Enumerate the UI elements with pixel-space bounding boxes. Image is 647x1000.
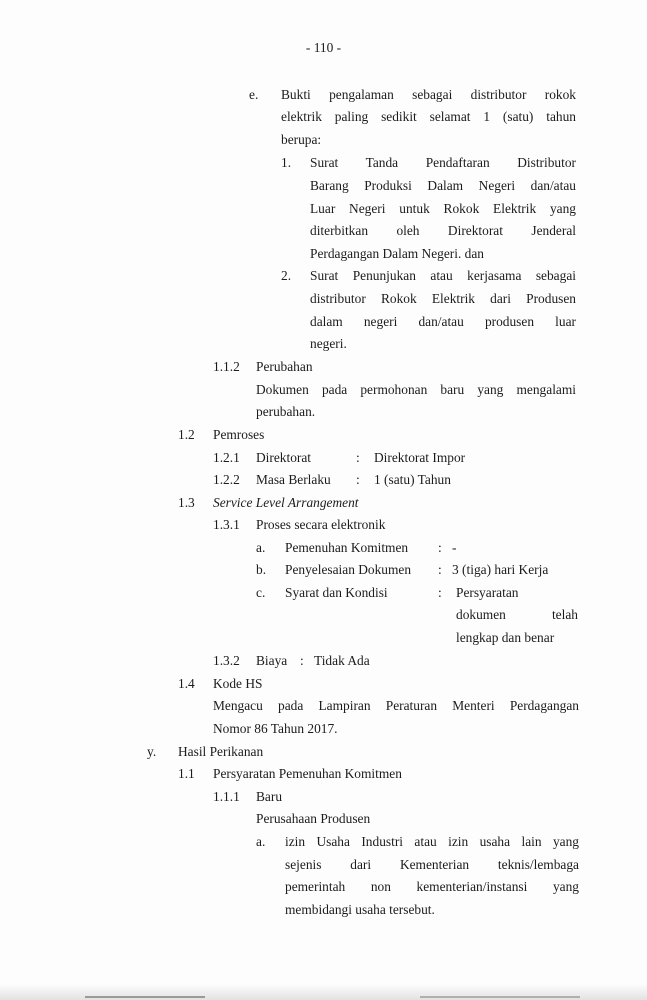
section-1-1-2-title: Perubahan	[256, 359, 313, 374]
item-e1-line-5: Perdagangan Dalam Negeri. dan	[310, 246, 485, 261]
sla-c-value-line-2: dokumen telah	[456, 607, 578, 622]
item-e1-line-1: Surat Tanda Pendaftaran Distributor	[310, 155, 576, 170]
section-1-3-2-label: Biaya	[256, 653, 288, 668]
item-e-line-3: berupa:	[281, 132, 322, 147]
section-1-1-2-num: 1.1.2	[213, 359, 240, 374]
sla-c-label: Syarat dan Kondisi	[285, 585, 388, 600]
row-1-2-1-num: 1.2.1	[213, 450, 240, 465]
section-1-4-num: 1.4	[178, 676, 195, 691]
y-section-1-1-1-title: Baru	[256, 789, 283, 804]
section-1-4-title: Kode HS	[213, 676, 263, 691]
section-1-2-num: 1.2	[178, 427, 195, 442]
y-item-a-line-3: pemerintah non kementerian/instansi yang	[285, 879, 579, 894]
section-1-3-2-value: Tidak Ada	[314, 653, 370, 668]
item-e2-marker: 2.	[281, 268, 292, 283]
item-e-line-1: Bukti pengalaman sebagai distributor rokok	[281, 87, 576, 102]
item-e2-line-3: dalam negeri dan/atau produsen luar	[310, 314, 576, 329]
y-item-a-line-1: izin Usaha Industri atau izin usaha lain yang	[285, 834, 579, 849]
sla-c-colon: :	[438, 585, 442, 600]
sla-c-marker: c.	[256, 585, 266, 600]
y-section-1-1-title: Persyaratan Pemenuhan Komitmen	[213, 766, 402, 781]
scan-edge-mark	[420, 996, 580, 998]
section-1-3-2-num: 1.3.2	[213, 653, 240, 668]
y-section-1-1-num: 1.1	[178, 766, 195, 781]
y-section-1-1-1-subtitle: Perusahaan Produsen	[256, 811, 371, 826]
sla-a-label: Pemenuhan Komitmen	[285, 540, 409, 555]
scan-edge-mark	[85, 996, 205, 998]
item-e2-line-1: Surat Penunjukan atau kerjasama sebagai	[310, 268, 576, 283]
row-1-2-2-num: 1.2.2	[213, 472, 240, 487]
section-1-3-title: Service Level Arrangement	[213, 495, 359, 510]
item-e-line-2: elektrik paling sedikit selamat 1 (satu) tahun	[281, 109, 576, 124]
section-1-4-line-2: Nomor 86 Tahun 2017.	[213, 721, 338, 736]
item-e1-line-3: Luar Negeri untuk Rokok Elektrik yang	[310, 201, 576, 216]
section-1-1-2-line-1: Dokumen pada permohonan baru yang mengalami	[256, 382, 576, 397]
sla-a-marker: a.	[256, 540, 266, 555]
item-y-marker: y.	[147, 744, 157, 759]
item-e1-line-2: Barang Produksi Dalam Negeri dan/atau	[310, 178, 576, 193]
row-1-2-2-value: 1 (satu) Tahun	[374, 472, 451, 487]
section-1-3-1-num: 1.3.1	[213, 517, 240, 532]
sla-c-value-line-1: Persyaratan	[456, 585, 519, 600]
row-1-2-1-value: Direktorat Impor	[374, 450, 466, 465]
item-e1-marker: 1.	[281, 155, 292, 170]
sla-a-colon: :	[438, 540, 442, 555]
item-y-title: Hasil Perikanan	[178, 744, 264, 759]
sla-b-marker: b.	[256, 562, 267, 577]
section-1-3-2-colon: :	[300, 653, 304, 668]
y-item-a-line-2: sejenis dari Kementerian teknis/lembaga	[285, 857, 579, 872]
row-1-2-2-label: Masa Berlaku	[256, 472, 331, 487]
section-1-1-2-line-2: perubahan.	[256, 404, 316, 419]
row-1-2-1-colon: :	[356, 450, 360, 465]
sla-b-colon: :	[438, 562, 442, 577]
y-section-1-1-1-num: 1.1.1	[213, 789, 240, 804]
section-1-3-num: 1.3	[178, 495, 195, 510]
page-number: - 110 -	[305, 40, 342, 55]
section-1-3-1-title: Proses secara elektronik	[256, 517, 386, 532]
section-1-4-line-1: Mengacu pada Lampiran Peraturan Menteri Perdagangan	[213, 698, 579, 713]
item-e2-line-2: distributor Rokok Elektrik dari Produsen	[310, 291, 576, 306]
y-item-a-marker: a.	[256, 834, 266, 849]
sla-c-value-line-3: lengkap dan benar	[456, 630, 555, 645]
y-item-a-line-4: membidangi usaha tersebut.	[285, 902, 435, 917]
item-e-marker: e.	[249, 87, 259, 102]
row-1-2-1-label: Direktorat	[256, 450, 312, 465]
sla-b-value: 3 (tiga) hari Kerja	[452, 562, 549, 577]
row-1-2-2-colon: :	[356, 472, 360, 487]
item-e2-line-4: negeri.	[310, 336, 347, 351]
item-e1-line-4: diterbitkan oleh Direktorat Jenderal	[310, 223, 576, 238]
section-1-2-title: Pemroses	[213, 427, 265, 442]
sla-b-label: Penyelesaian Dokumen	[285, 562, 412, 577]
sla-a-value: -	[452, 540, 457, 555]
